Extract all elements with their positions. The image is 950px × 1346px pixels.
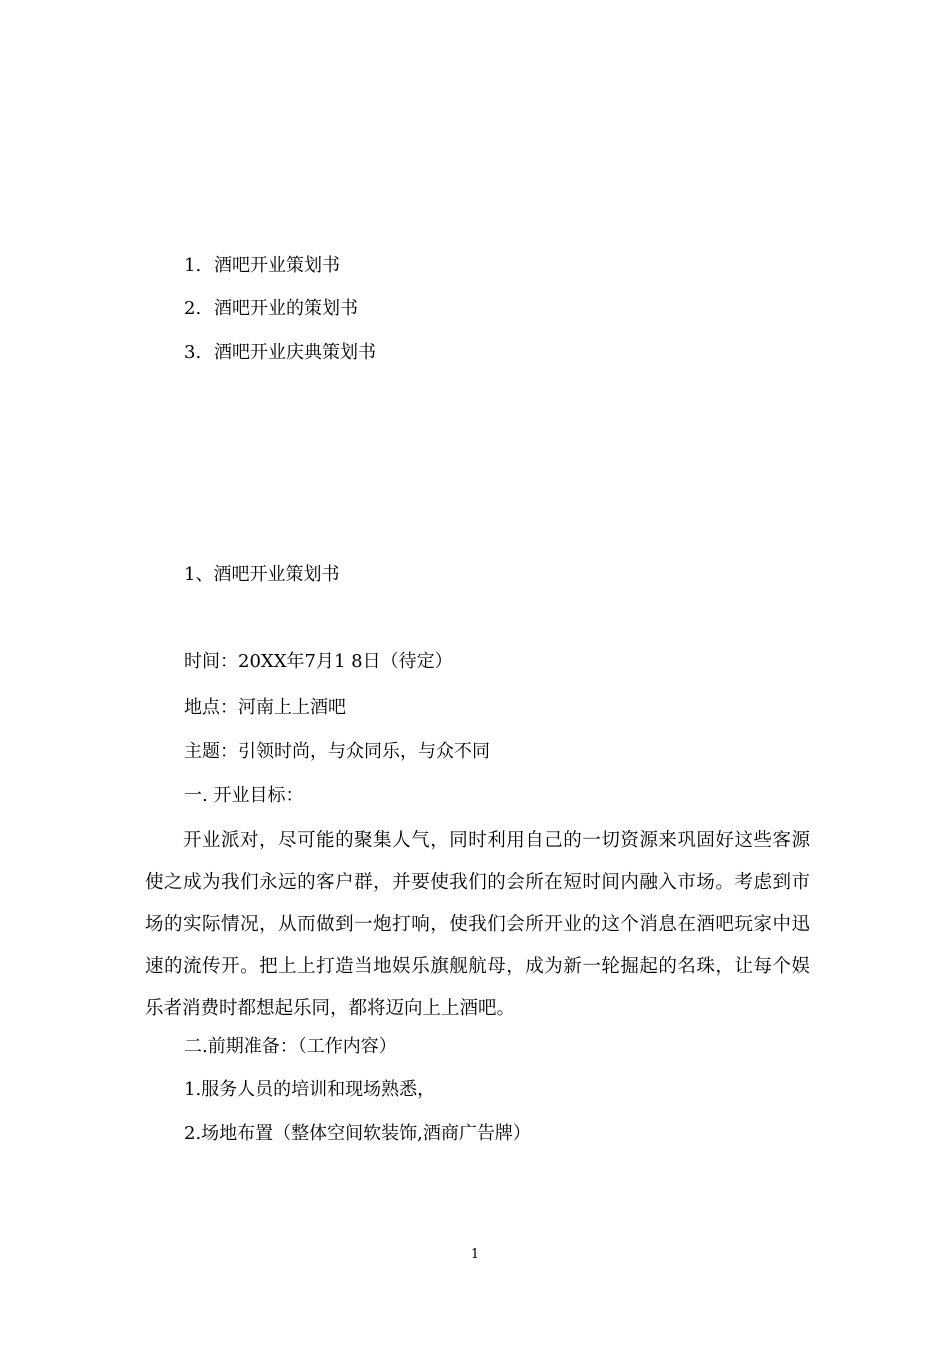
event-theme: 主题：引领时尚，与众同乐，与众不同 [184, 741, 490, 762]
toc-item-label: 酒吧开业庆典策划书 [214, 342, 376, 363]
toc-item-2 [184, 298, 358, 320]
toc-item-number: 3. [184, 342, 202, 363]
toc-item-label: 酒吧开业策划书 [214, 255, 340, 276]
section-heading: 1、酒吧开业策划书 [184, 564, 340, 585]
page-number: 1 [470, 1247, 480, 1262]
toc-item-1 [184, 255, 340, 277]
goal-paragraph: 开业派对，尽可能的聚集人气，同时利用自己的一切资源来巩固好这些客源使之成为我们永远的客户群，并要使我们的会所在短时间内融入市场。考虑到市场的实际情况，从而做到一炮打响，使我们会所开业的这个消息在酒吧玩家中迅速的流传开。把上上打造当地娱乐旗舰航母，成为新一轮掘起的名珠，让每个娱乐者消费时都想起乐同，都将迈向上上酒吧。 [145, 830, 810, 1019]
toc-item-label: 酒吧开业的策划书 [214, 298, 358, 319]
prep-item-1: 1.服务人员的培训和现场熟悉， [184, 1079, 436, 1100]
toc-item-number: 2. [184, 298, 202, 319]
toc-item-3 [184, 342, 376, 364]
prep-item-2: 2.场地布置（整体空间软装饰,酒商广告牌） [184, 1123, 531, 1144]
toc-item-number: 1. [184, 255, 202, 276]
prep-heading: 二.前期准备：（工作内容） [184, 1036, 397, 1057]
event-place: 地点：河南上上酒吧 [184, 697, 346, 718]
event-time: 时间：20XX年7月1 8日（待定） [184, 651, 453, 672]
goal-heading: 一. 开业目标： [184, 785, 304, 806]
